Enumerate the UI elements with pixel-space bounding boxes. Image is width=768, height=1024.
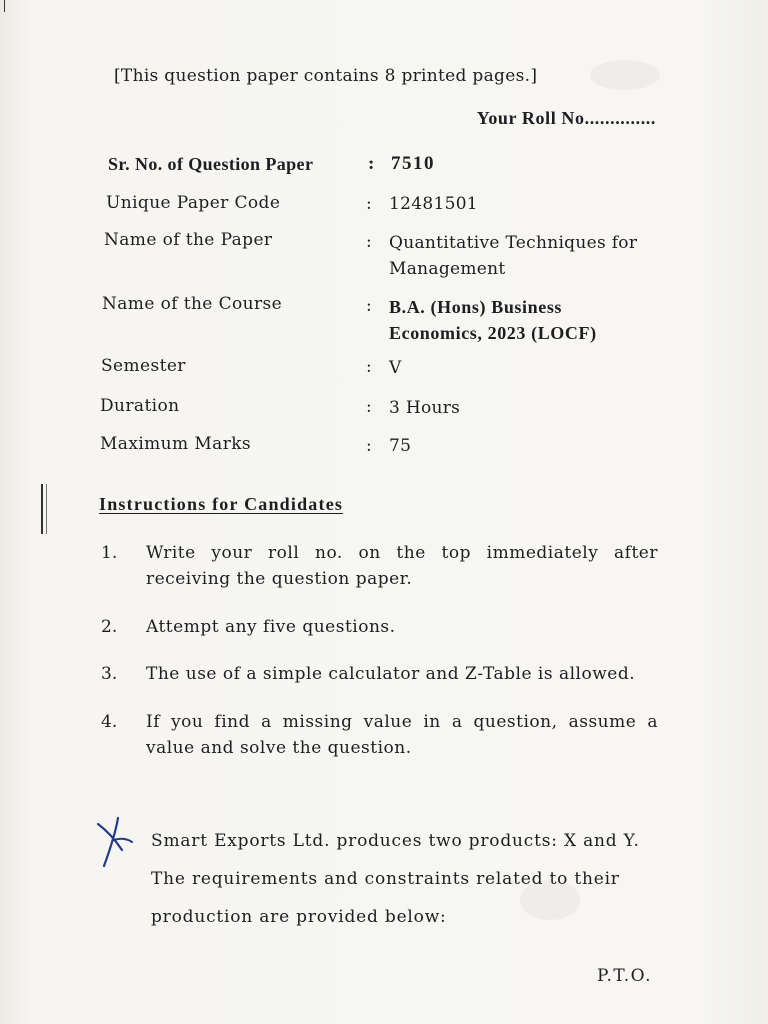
question-1-line-2: The requirements and constraints related to their	[151, 869, 620, 889]
info-colon: :	[368, 154, 375, 174]
instruction-number: 3.	[101, 664, 118, 684]
question-1-line-3: production are provided below:	[151, 907, 447, 927]
info-colon: :	[366, 397, 372, 417]
info-value-course-name-line-2: Economics, 2023 (LOCF)	[389, 323, 597, 343]
roll-number-field: Your Roll No..............	[476, 108, 656, 128]
info-value-semester: V	[389, 358, 402, 378]
info-colon: :	[366, 232, 372, 252]
info-label-paper-code: Unique Paper Code	[106, 193, 281, 213]
instruction-text: The use of a simple calculator and Z-Table is allowed.	[146, 664, 636, 684]
info-label-serial-no: Sr. No. of Question Paper	[108, 154, 314, 174]
info-value-paper-name-line-1: Quantitative Techniques for	[389, 233, 638, 253]
pages-note: [This question paper contains 8 printed pages.]	[114, 66, 538, 86]
info-value-paper-code: 12481501	[389, 194, 478, 214]
please-turn-over: P.T.O.	[597, 966, 652, 986]
instruction-text: Attempt any five questions.	[146, 617, 396, 637]
info-colon: :	[366, 357, 372, 377]
info-colon: :	[366, 194, 372, 214]
info-colon: :	[366, 436, 372, 456]
info-label-semester: Semester	[101, 356, 186, 376]
info-value-paper-name-line-2: Management	[389, 259, 506, 279]
staple-mark	[41, 484, 47, 534]
info-value-serial-no: 7510	[391, 153, 435, 174]
instruction-number: 1.	[101, 543, 118, 563]
instruction-number: 2.	[101, 617, 118, 637]
instruction-number: 4.	[101, 712, 118, 732]
info-label-course-name: Name of the Course	[102, 294, 283, 314]
info-label-duration: Duration	[100, 396, 180, 416]
info-value-max-marks: 75	[389, 436, 412, 456]
info-value-course-name-line-1: B.A. (Hons) Business	[389, 297, 563, 317]
info-label-max-marks: Maximum Marks	[100, 434, 252, 454]
handwritten-check-mark-icon	[92, 816, 138, 872]
info-colon: :	[366, 296, 372, 316]
instruction-text: Write your roll no. on the top immediately after receiving the question paper.	[146, 543, 658, 589]
info-label-paper-name: Name of the Paper	[104, 230, 273, 250]
info-value-duration: 3 Hours	[389, 398, 461, 418]
question-1-line-1: Smart Exports Ltd. produces two products: X and Y.	[151, 831, 640, 851]
instruction-text: If you find a missing value in a question, assume a value and solve the question.	[146, 712, 658, 758]
instructions-heading: Instructions for Candidates	[99, 494, 344, 514]
paper-smudge	[590, 60, 660, 90]
page-edge-line	[4, 0, 5, 12]
